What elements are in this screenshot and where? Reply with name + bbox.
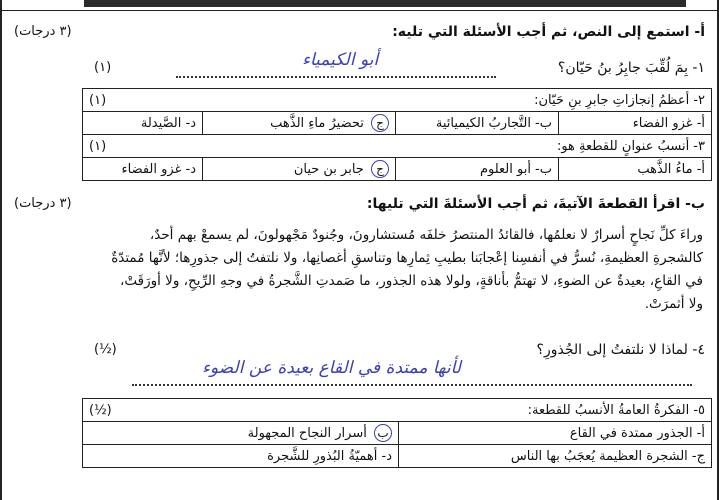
q5-option-d[interactable]: د- أهميّةُ البُذورِ للشَّجرة bbox=[83, 445, 399, 468]
q3-selected-circle: ج bbox=[371, 160, 389, 178]
passage bbox=[83, 224, 703, 316]
q5-option-b-label: أسرار النجاح المجهولة bbox=[247, 426, 367, 441]
section-a-points: (٣ درجات) bbox=[14, 24, 72, 39]
section-a-heading: أ- استمع إلى النص، ثم أجب الأسئلة التي تليه: bbox=[392, 24, 705, 40]
q5-selected-circle: ب bbox=[374, 424, 392, 442]
q5-text: ٥- الفكرةُ العامةُ الأنسبُ للقطعة: bbox=[527, 402, 705, 418]
q3-row bbox=[83, 135, 712, 158]
q2-table bbox=[82, 88, 712, 181]
q3-mark: (١) bbox=[89, 138, 107, 154]
q3-text: ٣- أنسبُ عنوانٍ للقطعةِ هو: bbox=[556, 138, 705, 154]
q2-option-d[interactable]: د- الصَّيدلة bbox=[83, 112, 203, 135]
q5-row bbox=[83, 399, 712, 422]
q2-option-c-label: تحضيرُ ماءِ الذَّهب bbox=[270, 116, 364, 131]
q5-mark: (½) bbox=[89, 402, 112, 418]
q3-option-a[interactable]: أ- ماءُ الذَّهب bbox=[559, 158, 712, 181]
q3-option-c[interactable] bbox=[203, 158, 396, 181]
q1-answer-line bbox=[176, 76, 496, 78]
q3-option-c-label: جابر بن حيان bbox=[293, 162, 364, 177]
section-b-heading: ب- اقرأ القطعةَ الآتيةَ، ثم أجب الأسئلةَ التي تليها: bbox=[366, 196, 705, 212]
q5-table bbox=[82, 398, 712, 468]
q2-text: ٢- أعظمُ إنجازاتِ جابرِ بنِ حَيّان: bbox=[534, 92, 705, 108]
q2-option-c[interactable] bbox=[203, 112, 396, 135]
q2-selected-circle: ج bbox=[371, 114, 389, 132]
q2-option-b[interactable]: ب- التَّجاربُ الكيميائية bbox=[396, 112, 559, 135]
q4-text: ٤- لماذا لا نلتفتُ إلى الجُذورِ؟ bbox=[536, 342, 705, 358]
passage-line: كالشجرةِ العظيمةِ، نُسرُّ في أنفسِنا إعْجابَنا بطيبِ ثِمارِها وتناسقِ أغصانِها، ولا نلتفتُ إلى جذورِها؛ لأنَّها مُمتدّةٌ bbox=[111, 250, 703, 266]
q4-handwritten-answer: لأنها ممتدة في القاع بعيدة عن الضوء bbox=[202, 358, 461, 378]
passage-line: وراءَ كلِّ نَجاحٍ أسرارٌ لا نعلمُها، فالقائدُ المنتصرُ خلفَه مُستشارونَ، وجُنودٌ مَجْهولونَ، لم يسمعْ بهم أحدٌ، bbox=[149, 227, 703, 243]
header-rule bbox=[2, 10, 717, 11]
q3-option-b[interactable]: ب- أبو العلوم bbox=[396, 158, 559, 181]
q3-option-d[interactable]: د- غزو الفضاء bbox=[83, 158, 203, 181]
q5-option-b[interactable] bbox=[83, 422, 399, 445]
q1-mark: (١) bbox=[94, 60, 112, 75]
header-bar bbox=[84, 0, 686, 7]
q1-handwritten-answer: أبو الكيمياء bbox=[302, 50, 379, 70]
q5-option-c[interactable]: ج- الشجرة العظيمة يُعجَبُ بها الناس bbox=[399, 445, 712, 468]
passage-line: ولا أثمرَتْ. bbox=[644, 296, 703, 312]
section-b-points: (٣ درجات) bbox=[14, 196, 72, 211]
q2-row bbox=[83, 89, 712, 112]
q2-mark: (١) bbox=[89, 92, 107, 108]
q2-option-a[interactable]: أ- غزو الفضاء bbox=[559, 112, 712, 135]
q4-answer-line bbox=[132, 384, 692, 386]
q5-option-a[interactable]: أ- الجذور ممتدة في القاع bbox=[399, 422, 712, 445]
q1-text: ١- بِمَ لُقِّبَ جابِرُ بنُ حَيّان؟ bbox=[557, 60, 705, 76]
q4-mark: (½) bbox=[94, 342, 117, 357]
passage-line: في القاعِ، بعيدةٌ عن الضوءِ، لا تهتمُّ بأناقةٍ، ولولا هذه الجذور، ما صَمدتِ الشَّجرةُ في وجهِ الرِّيحِ، ولا أورَقَتْ، bbox=[120, 273, 703, 289]
